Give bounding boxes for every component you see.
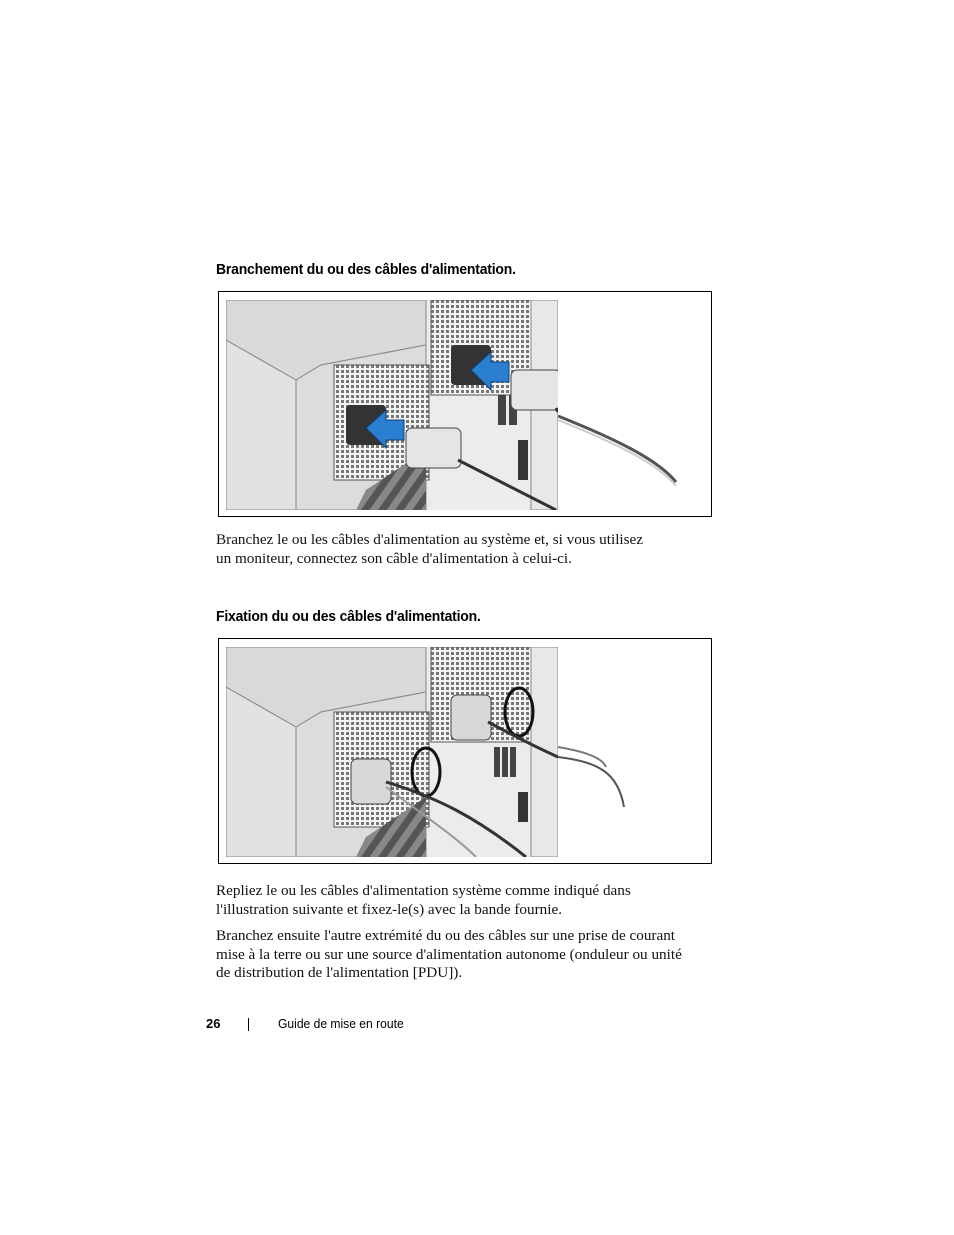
paragraph-connect-power bbox=[216, 531, 716, 568]
paragraph-line: de distribution de l'alimentation [PDU]). bbox=[216, 964, 463, 981]
secure-power-drawing bbox=[226, 647, 558, 857]
paragraph-line: Branchez ensuite l'autre extrémité du ou des câbles sur une prise de courant bbox=[216, 927, 676, 944]
paragraph-line: un moniteur, connectez son câble d'alimentation à celui-ci. bbox=[216, 549, 572, 567]
paragraph-line: Branchez le ou les câbles d'alimentation au système et, si vous utilisez bbox=[216, 531, 644, 548]
paragraph-line: mise à la terre ou sur une source d'alimentation autonome (onduleur ou unité bbox=[216, 945, 682, 963]
paragraph-connect-outlet bbox=[216, 927, 716, 983]
cable-drawing bbox=[558, 300, 708, 510]
paragraph-line: Repliez le ou les câbles d'alimentation système comme indiqué dans bbox=[216, 882, 631, 899]
paragraph-secure-power bbox=[216, 882, 716, 919]
document-title: Guide de mise en route bbox=[278, 1016, 404, 1031]
cable-drawing bbox=[558, 647, 708, 857]
page-number: 26 bbox=[206, 1016, 221, 1031]
illustration-secure-power-cables bbox=[218, 638, 712, 864]
paragraph-line: l'illustration suivante et fixez-le(s) avec la bande fournie. bbox=[216, 900, 563, 918]
section-heading-secure-power: Fixation du ou des câbles d'alimentation. bbox=[216, 608, 481, 625]
footer-divider bbox=[248, 1018, 249, 1031]
connect-power-drawing bbox=[226, 300, 558, 510]
illustration-connect-power-cables bbox=[218, 291, 712, 517]
section-heading-connect-power: Branchement du ou des câbles d'alimentation. bbox=[216, 261, 516, 278]
